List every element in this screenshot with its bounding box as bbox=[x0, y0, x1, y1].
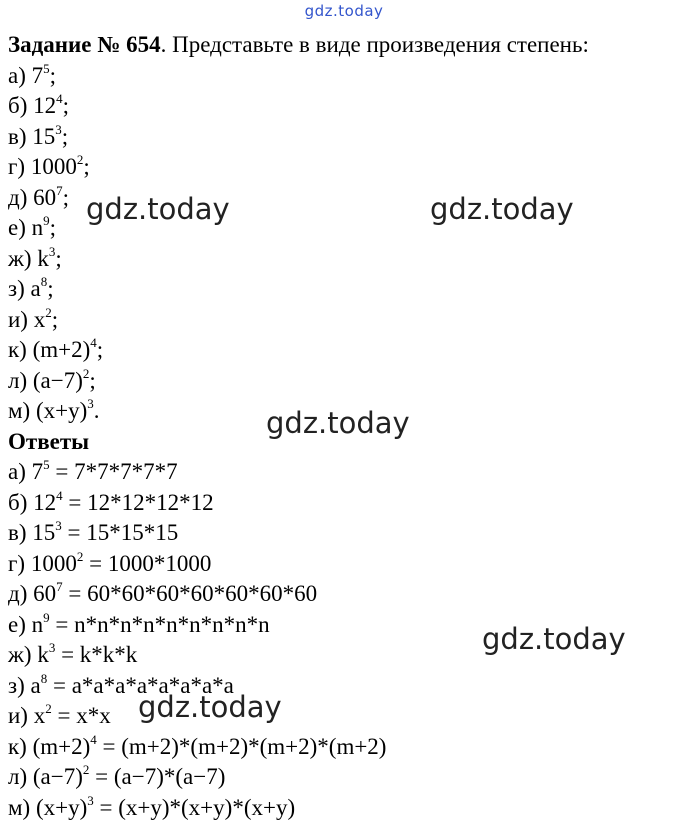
item-base: 12 bbox=[33, 93, 57, 118]
answer-label: д) bbox=[8, 581, 28, 606]
item-exponent: 2 bbox=[82, 365, 90, 381]
exercise-item bbox=[8, 305, 684, 336]
item-label: к) bbox=[8, 337, 27, 362]
item-end: ; bbox=[96, 337, 104, 362]
answer-item bbox=[8, 457, 684, 488]
item-label: з) bbox=[8, 276, 25, 301]
item-end: ; bbox=[49, 215, 57, 240]
watermark: gdz.today bbox=[430, 192, 574, 226]
item-base: 1000 bbox=[30, 154, 77, 179]
answer-label: а) bbox=[8, 459, 26, 484]
watermark: gdz.today bbox=[138, 690, 282, 724]
item-base: 15 bbox=[32, 123, 56, 149]
answer-base: 7 bbox=[31, 459, 44, 484]
item-end: ; bbox=[51, 306, 59, 332]
item-exponent: 9 bbox=[43, 213, 50, 228]
answer-label: м) bbox=[8, 794, 31, 820]
watermark: gdz.today bbox=[86, 192, 230, 226]
answers-heading: Ответы bbox=[8, 428, 90, 454]
answer-item bbox=[8, 518, 684, 549]
item-base: x bbox=[33, 306, 46, 332]
answer-exponent: 2 bbox=[76, 548, 84, 564]
exercise-list bbox=[8, 61, 684, 427]
item-exponent: 3 bbox=[87, 396, 94, 411]
answer-exponent: 4 bbox=[90, 731, 97, 747]
answer-label: в) bbox=[8, 520, 27, 545]
answer-expansion: = a*a*a*a*a*a*a*a bbox=[52, 672, 234, 698]
answer-item bbox=[8, 549, 684, 580]
exercise-item bbox=[8, 244, 684, 275]
item-base: 60 bbox=[33, 184, 57, 210]
item-base: a bbox=[30, 276, 41, 301]
exercise-item bbox=[8, 366, 684, 397]
item-base: n bbox=[31, 215, 44, 240]
answer-expansion: = (a−7)*(a−7) bbox=[95, 764, 226, 789]
exercise-item bbox=[8, 274, 684, 305]
item-label: г) bbox=[8, 154, 26, 179]
answer-base: (m+2) bbox=[32, 733, 91, 759]
answer-base: x bbox=[33, 703, 46, 728]
item-exponent: 4 bbox=[56, 91, 63, 106]
answer-expansion: = x*x bbox=[57, 703, 111, 728]
answer-expansion: = n*n*n*n*n*n*n*n*n bbox=[55, 611, 270, 637]
answer-label: з) bbox=[8, 672, 25, 698]
answer-label: ж) bbox=[8, 642, 32, 667]
exercise-item bbox=[8, 335, 684, 366]
answer-exponent: 8 bbox=[40, 670, 48, 686]
item-exponent: 7 bbox=[56, 182, 63, 198]
answer-exponent: 2 bbox=[82, 762, 90, 777]
item-label: м) bbox=[8, 398, 31, 423]
item-end: ; bbox=[83, 154, 90, 179]
item-base: (m+2) bbox=[32, 337, 91, 362]
answer-base: 60 bbox=[33, 581, 57, 606]
item-end: ; bbox=[55, 245, 62, 271]
item-end: ; bbox=[47, 276, 54, 301]
answer-label: к) bbox=[8, 733, 27, 759]
item-exponent: 8 bbox=[40, 274, 48, 289]
answer-exponent: 9 bbox=[43, 609, 50, 625]
answer-expansion: = 60*60*60*60*60*60*60 bbox=[68, 581, 318, 606]
exercise-item bbox=[8, 61, 684, 92]
answer-item bbox=[8, 793, 684, 824]
item-label: в) bbox=[8, 123, 27, 149]
answer-expansion: = k*k*k bbox=[61, 642, 138, 667]
site-logo: gdz.today bbox=[304, 2, 384, 20]
watermark: gdz.today bbox=[266, 406, 410, 440]
item-end: ; bbox=[62, 184, 70, 210]
item-label: д) bbox=[8, 184, 28, 210]
exercise-item bbox=[8, 91, 684, 122]
answer-label: л) bbox=[8, 764, 28, 789]
item-base: (a−7) bbox=[32, 367, 83, 393]
item-exponent: 4 bbox=[90, 335, 97, 350]
answer-base: n bbox=[31, 611, 44, 637]
answer-exponent: 2 bbox=[45, 701, 52, 716]
item-exponent: 2 bbox=[45, 304, 52, 320]
answer-base: (a−7) bbox=[32, 764, 83, 789]
answer-label: и) bbox=[8, 703, 28, 728]
answer-exponent: 4 bbox=[56, 487, 63, 503]
item-end: . bbox=[93, 398, 100, 423]
answer-base: k bbox=[37, 642, 49, 667]
watermark: gdz.today bbox=[482, 622, 626, 656]
answer-item bbox=[8, 671, 684, 702]
answer-expansion: = 12*12*12*12 bbox=[68, 489, 214, 515]
item-base: k bbox=[37, 245, 49, 271]
item-end: ; bbox=[61, 123, 69, 149]
answer-expansion: = 7*7*7*7*7 bbox=[55, 459, 178, 484]
answer-item bbox=[8, 762, 684, 793]
answer-base: a bbox=[30, 672, 41, 698]
answer-expansion: = 15*15*15 bbox=[67, 520, 179, 545]
item-exponent: 2 bbox=[76, 152, 84, 167]
answer-item bbox=[8, 579, 684, 610]
answer-base: 15 bbox=[32, 520, 56, 545]
item-exponent: 3 bbox=[48, 243, 56, 259]
exercise-item bbox=[8, 152, 684, 183]
item-label: а) bbox=[8, 62, 26, 88]
answer-expansion: = 1000*1000 bbox=[89, 550, 212, 576]
item-label: ж) bbox=[8, 245, 32, 271]
answer-item bbox=[8, 488, 684, 519]
item-base: (x+y) bbox=[35, 398, 88, 423]
item-label: б) bbox=[8, 93, 28, 118]
task-title: Задание № 654 bbox=[8, 32, 161, 57]
answer-item bbox=[8, 732, 684, 763]
answer-exponent: 3 bbox=[87, 792, 94, 808]
item-exponent: 3 bbox=[55, 121, 62, 137]
task-header bbox=[8, 30, 684, 61]
item-end: ; bbox=[89, 367, 96, 393]
item-end: ; bbox=[62, 93, 70, 118]
answer-exponent: 7 bbox=[56, 579, 63, 594]
answer-exponent: 5 bbox=[43, 457, 50, 472]
item-base: 7 bbox=[31, 62, 44, 88]
answer-expansion: = (x+y)*(x+y)*(x+y) bbox=[99, 794, 296, 820]
answer-base: (x+y) bbox=[35, 794, 88, 820]
item-label: е) bbox=[8, 215, 26, 240]
answer-base: 12 bbox=[33, 489, 57, 515]
answer-item bbox=[8, 701, 684, 732]
answer-label: е) bbox=[8, 611, 26, 637]
exercise-item bbox=[8, 122, 684, 153]
answer-base: 1000 bbox=[30, 550, 77, 576]
answer-label: б) bbox=[8, 489, 28, 515]
answer-label: г) bbox=[8, 550, 26, 576]
answer-exponent: 3 bbox=[55, 518, 62, 533]
item-end: ; bbox=[49, 62, 57, 88]
task-text: . Представьте в виде произведения степень: bbox=[160, 32, 589, 57]
item-exponent: 5 bbox=[43, 60, 50, 76]
answer-exponent: 3 bbox=[48, 640, 56, 655]
item-label: и) bbox=[8, 306, 28, 332]
item-label: л) bbox=[8, 367, 28, 393]
answer-expansion: = (m+2)*(m+2)*(m+2)*(m+2) bbox=[102, 733, 387, 759]
